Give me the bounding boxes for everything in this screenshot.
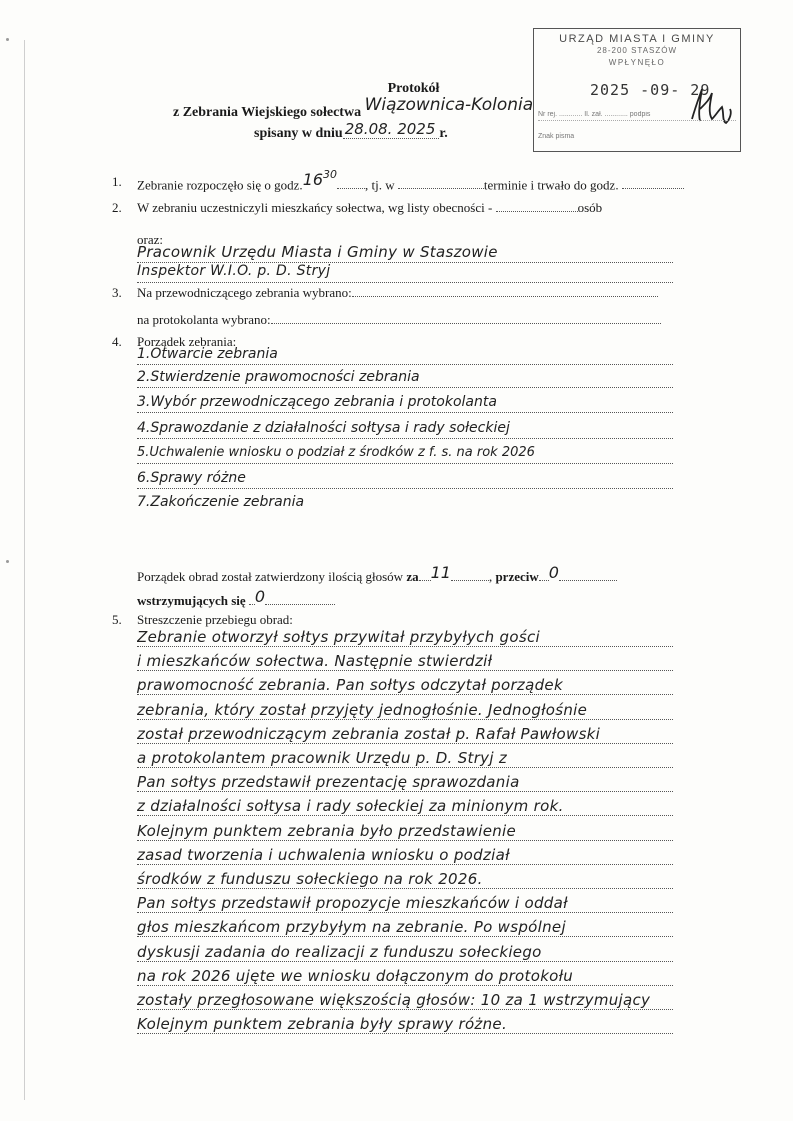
item-2-text: W zebraniu uczestniczyli mieszkańcy sołectwa, wg listy obecności - (137, 200, 493, 215)
item-3-row (137, 285, 658, 301)
stamp-znak-label: Znak pisma (538, 133, 575, 140)
item-1-text-b: , tj. w (365, 177, 395, 193)
agenda-item-6: 6.Sprawy różne (137, 470, 246, 486)
abstain-row (137, 587, 335, 609)
summary-line: głos mieszkańcom przybyłym na zebranie. Po wspólnej (137, 918, 566, 937)
agenda-item-4: 4.Sprawozdanie z działalności sołtysa i rady sołeckiej (137, 420, 510, 436)
summary-rule (137, 791, 673, 792)
summary-line: z działalności sołtysa i rady sołeckiej za minionym rok. (137, 797, 564, 816)
summary-rule (137, 840, 673, 841)
item-2-row (137, 200, 602, 216)
agenda-item-3: 3.Wybór przewodniczącego zebrania i protokolanta (137, 394, 497, 410)
summary-rule (137, 767, 673, 768)
agenda-line (137, 364, 673, 365)
chair-label: Na przewodniczącego zebrania wybrano: (137, 285, 352, 300)
summary-line: został przewodniczącym zebrania został p. Rafał Pawłowski (137, 724, 601, 743)
guest-2-handwritten: Inspektor W.I.O. p. D. Stryj (137, 263, 331, 279)
summary-rule (137, 1033, 673, 1034)
approval-row: Porządek obrad został zatwierdzony ilością głosów za 11 , przeciw 0 (137, 566, 617, 585)
abstain-label: wstrzymujących się (137, 593, 246, 608)
summary-line: dyskusji zadania do realizacji z funduszu sołeckiego (137, 942, 542, 961)
agenda-line (137, 463, 673, 464)
summary-rule (137, 1009, 673, 1010)
date-suffix: r. (439, 126, 448, 141)
stamp-registry-row: Nr rej. ............ Il. zał. ............ podpis (538, 111, 736, 121)
summary-line: zasad tworzenia i uchwalenia wniosku o podział (137, 845, 510, 864)
item-5-number: 5. (112, 612, 122, 627)
summary-label: Streszczenie przebiegu obrad: (137, 612, 293, 627)
summary-line: Zebranie otworzył sołtys przywitał przybyłych gości (137, 628, 540, 646)
item-1-row (137, 168, 684, 193)
summary-rule (137, 961, 673, 962)
summary-rule (137, 985, 673, 986)
summary-line: i mieszkańców sołectwa. Następnie stwierdził (137, 652, 493, 671)
za-label: za (406, 569, 419, 584)
date-label: spisany w dniu (254, 126, 343, 141)
votes-abstain: 0 (254, 587, 266, 606)
votes-for: 11 (430, 563, 451, 582)
summary-line: Kolejnym punktem zebrania było przedstawienie (137, 821, 517, 840)
start-hour: 16 (302, 170, 324, 190)
agenda-label: Porządek zebrania: (137, 334, 237, 349)
summary-line: środków z funduszu sołeckiego na rok 2026. (137, 870, 483, 888)
document-title: Protokół (387, 81, 440, 96)
recorder-label: na protokolanta wybrano: (137, 312, 271, 327)
przeciw-label: przeciw (495, 569, 539, 584)
approval-text: Porządek obrad został zatwierdzony ilością głosów (137, 569, 404, 584)
stamp-received: WPŁYNĘŁO (608, 58, 666, 67)
start-minutes: 30 (323, 168, 338, 181)
header-line-3 (254, 120, 448, 142)
item-2-number: 2. (112, 200, 122, 215)
agenda-line (137, 387, 673, 388)
summary-rule (137, 912, 673, 913)
stamp-city: 28-200 STASZÓW (596, 46, 678, 55)
item-3-row-2 (137, 312, 661, 328)
agenda-item-1: 1.Otwarcie zebrania (137, 346, 278, 362)
guest-line (137, 282, 673, 283)
header-line-2 (173, 95, 534, 121)
header-prefix: z Zebrania Wiejskiego sołectwa (173, 105, 362, 120)
votes-against: 0 (548, 563, 559, 582)
summary-rule (137, 670, 673, 671)
summary-rule (137, 646, 673, 647)
village-name-handwritten: Wiązownica-Kolonia (364, 95, 534, 115)
stamp-date: 2025 -09- 29 (590, 81, 711, 99)
agenda-item-7: 7.Zakończenie zebrania (137, 494, 305, 510)
summary-line: a protokolantem pracownik Urzędu p. D. Stryj z (137, 749, 508, 767)
summary-rule (137, 888, 673, 889)
item-4-number: 4. (112, 334, 122, 349)
summary-line: zostały przegłosowane większością głosów: 10 za 1 wstrzymujący (137, 991, 651, 1009)
summary-rule (137, 743, 673, 744)
summary-line: zebrania, który został przyjęty jednogłośnie. Jednogłośnie (137, 700, 588, 719)
summary-line: Pan sołtys przedstawił propozycje mieszkańców i oddał (137, 894, 568, 913)
summary-line: prawomocność zebrania. Pan sołtys odczytał porządek (137, 676, 563, 695)
item-1-text: Zebranie rozpoczęło się o godz. (137, 177, 303, 193)
agenda-item-5: 5.Uchwalenie wniosku o podział z środków z f. s. na rok 2026 (137, 445, 535, 460)
item-2-osob: osób (577, 200, 603, 215)
summary-rule (137, 694, 673, 695)
summary-line: Kolejnym punktem zebrania były sprawy różne. (137, 1015, 508, 1034)
summary-rule (137, 815, 673, 816)
agenda-line (137, 488, 673, 489)
item-2-oraz: oraz: (137, 232, 163, 247)
summary-line: Pan sołtys przedstawił prezentację sprawozdania (137, 773, 520, 792)
summary-rule (137, 719, 673, 720)
punch-mark (6, 560, 9, 563)
item-1-text-c: terminie i trwało do godz. (483, 177, 619, 193)
item-1-number: 1. (112, 174, 122, 189)
date-handwritten: 28.08. 2025 (343, 120, 440, 139)
summary-line: na rok 2026 ujęte we wniosku dołączonym do protokołu (137, 966, 574, 985)
stamp-office: URZĄD MIASTA I GMINY (559, 33, 715, 45)
summary-rule (137, 936, 673, 937)
punch-mark (6, 38, 9, 41)
margin-line (24, 40, 25, 1100)
agenda-line (137, 438, 673, 439)
summary-rule (137, 864, 673, 865)
agenda-item-2: 2.Stwierdzenie prawomocności zebrania (137, 369, 420, 385)
guest-1-handwritten: Pracownik Urzędu Miasta i Gminy w Staszowie (137, 243, 498, 261)
item-3-number: 3. (112, 285, 122, 300)
agenda-line (137, 412, 673, 413)
